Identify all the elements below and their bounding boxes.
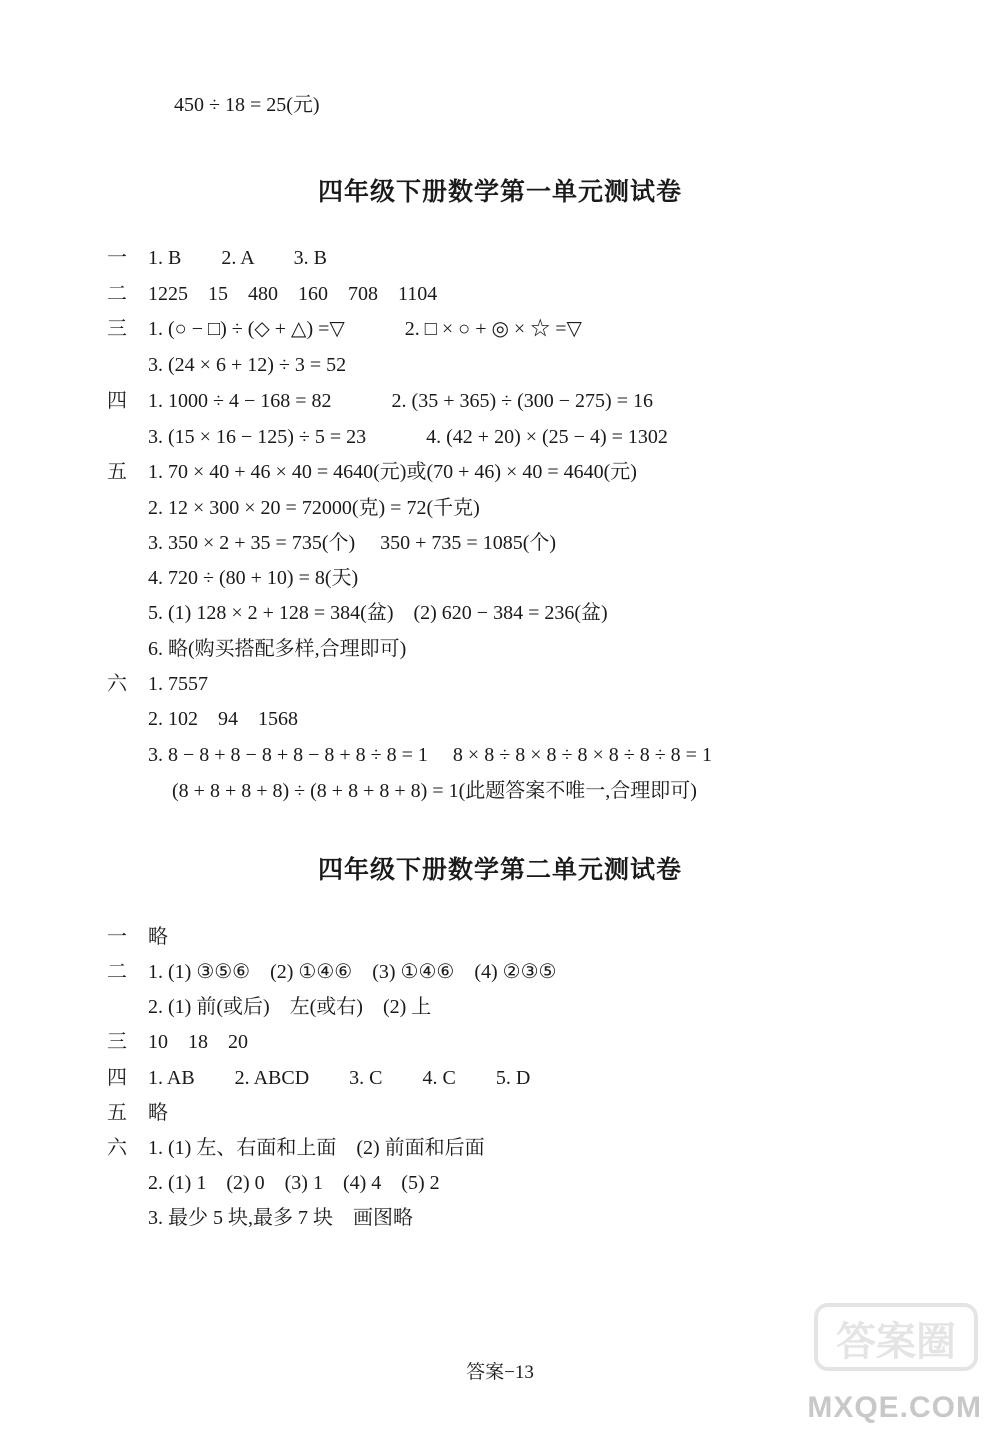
unit1-row-15: 3. 8 − 8 + 8 − 8 + 8 − 8 + 8 ÷ 8 = 1 8 × 8 ÷ 8 × 8 ÷ 8 × 8 ÷ 8 ÷ 8 = 1 [148, 744, 712, 766]
unit2-row-1: 略 [148, 926, 168, 948]
unit2-title: 四年级下册数学第二单元测试卷 [317, 855, 682, 884]
unit2-row-6: 略 [148, 1102, 168, 1124]
unit2-label-6: 五 [107, 1102, 127, 1124]
unit1-label-3: 三 [107, 318, 127, 340]
unit1-row-6: 3. (15 × 16 − 125) ÷ 5 = 23 4. (42 + 20) × (25 − 4) = 1302 [148, 426, 668, 448]
unit2-label-7: 六 [107, 1137, 127, 1159]
unit1-row-14: 2. 102 94 1568 [148, 708, 298, 730]
unit1-row-3: 1. (○ − □) ÷ (◇ + △) =▽ 2. □ × ○ + ◎ × ☆ =▽ [148, 318, 582, 340]
unit1-row-5: 1. 1000 ÷ 4 − 168 = 82 2. (35 + 365) ÷ (300 − 275) = 16 [148, 390, 653, 412]
unit1-label-5: 四 [107, 390, 127, 412]
unit1-row-4: 3. (24 × 6 + 12) ÷ 3 = 52 [148, 354, 347, 376]
unit2-row-4: 10 18 20 [148, 1031, 248, 1053]
unit1-row-9: 3. 350 × 2 + 35 = 735(个) 350 + 735 = 1085(个) [148, 532, 557, 554]
unit2-row-7: 1. (1) 左、右面和上面 (2) 前面和后面 [148, 1137, 485, 1159]
unit2-row-2: 1. (1) ③⑤⑥ (2) ①④⑥ (3) ①④⑥ (4) ②③⑤ [148, 961, 557, 983]
unit1-row-10: 4. 720 ÷ (80 + 10) = 8(天) [148, 567, 359, 589]
unit2-label-2: 二 [107, 961, 127, 983]
unit1-row-11: 5. (1) 128 × 2 + 128 = 384(盆) (2) 620 − 384 = 236(盆) [148, 602, 608, 624]
watermark-logo-text: 答案圈 [836, 1319, 956, 1365]
unit1-row-7: 1. 70 × 40 + 46 × 40 = 4640(元)或(70 + 46) × 40 = 4640(元) [148, 461, 637, 483]
unit1-row-16: (8 + 8 + 8 + 8) ÷ (8 + 8 + 8 + 8) = 1(此题答案不唯一,合理即可) [172, 780, 697, 802]
unit1-label-7: 五 [107, 461, 127, 483]
unit2-row-8: 2. (1) 1 (2) 0 (3) 1 (4) 4 (5) 2 [148, 1172, 440, 1194]
unit1-row-2: 1225 15 480 160 708 1104 [148, 283, 438, 305]
top-equation: 450 ÷ 18 = 25(元) [174, 94, 320, 116]
unit2-row-5: 1. AB 2. ABCD 3. C 4. C 5. D [148, 1067, 531, 1089]
unit2-label-5: 四 [107, 1067, 127, 1089]
unit1-row-13: 1. 7557 [148, 673, 208, 695]
watermark-logo-icon [812, 1295, 982, 1405]
page-number: 答案−13 [466, 1362, 534, 1383]
unit2-row-9: 3. 最少 5 块,最多 7 块 画图略 [148, 1207, 413, 1229]
unit1-title: 四年级下册数学第一单元测试卷 [317, 177, 682, 206]
unit1-row-12: 6. 略(购买搭配多样,合理即可) [148, 638, 407, 660]
unit1-label-2: 二 [107, 283, 127, 305]
unit2-label-4: 三 [107, 1031, 127, 1053]
unit2-label-1: 一 [107, 926, 127, 948]
watermark-url: MXQE.COM [807, 1391, 982, 1424]
unit1-label-13: 六 [107, 673, 127, 695]
unit1-row-8: 2. 12 × 300 × 20 = 72000(克) = 72(千克) [148, 497, 480, 519]
unit2-row-3: 2. (1) 前(或后) 左(或右) (2) 上 [148, 996, 432, 1018]
unit1-label-1: 一 [107, 247, 127, 269]
unit1-row-1: 1. B 2. A 3. B [148, 247, 327, 269]
